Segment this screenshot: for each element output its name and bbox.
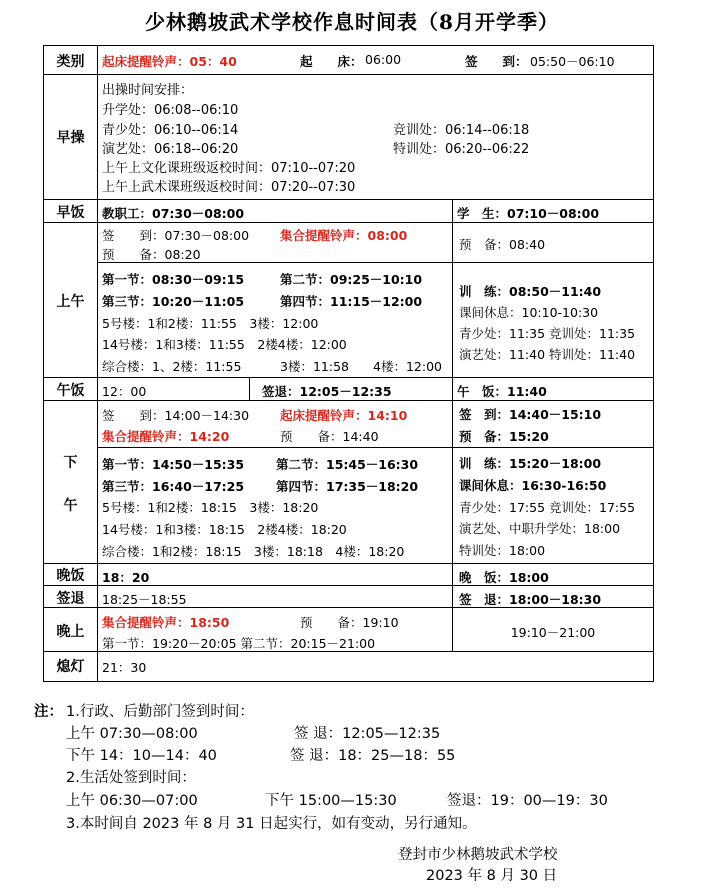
breakfast-students: 学 生：07:10－08:00 <box>457 206 600 221</box>
label-lunch: 午饭 <box>56 383 85 399</box>
lights-out-time: 21：30 <box>102 660 147 675</box>
note-1a: 上午 07:30—08:00 <box>66 726 198 742</box>
forenoon-building-5: 5号楼：1和2楼：11:55 3楼：12:00 <box>102 316 319 331</box>
lunch-time: 12：00 <box>102 384 147 399</box>
afternoon-period: 第四节：17:35－18:20 <box>276 479 419 494</box>
forenoon-period: 第四节：11:15－12:00 <box>280 294 423 309</box>
label-category: 类别 <box>56 54 85 70</box>
afternoon-period: 第三节：16:40－17:25 <box>102 479 245 494</box>
signature-org: 登封市少林鹅坡武术学校 <box>398 847 558 863</box>
label-afternoon-bottom: 午 <box>63 498 78 514</box>
note-1c: 下午 14：10—14：40 <box>66 748 217 764</box>
forenoon-period: 第二节：09:25－10:10 <box>280 272 423 287</box>
exercise-line: 出操时间安排： <box>102 83 194 98</box>
forenoon-break: 课间休息：10:10-10:30 <box>459 305 599 320</box>
signout-right: 签 退：18:00－18:30 <box>459 592 602 607</box>
note-2a: 上午 06:30—07:00 <box>66 793 198 809</box>
afternoon-building-z: 综合楼：1和2楼：18:15 3楼：18:18 4楼：18:20 <box>102 544 405 559</box>
sign-time: 05:50－06:10 <box>530 54 615 69</box>
afternoon-building-5: 5号楼：1和2楼：18:15 3楼：18:20 <box>102 500 319 515</box>
note-1d: 签 退：18：25—18：55 <box>290 748 456 764</box>
label-lights-out: 熄灯 <box>56 659 85 675</box>
afternoon-release: 演艺处、中职升学处：18:00 <box>459 521 621 536</box>
exercise-line: 升学处：06:08--06:10 <box>102 103 239 118</box>
forenoon-prepare: 预 备：08:20 <box>102 247 201 262</box>
notes-prefix: 注： <box>34 704 63 720</box>
exercise-line: 演艺处：06:18--06:20 <box>102 142 239 157</box>
label-dinner: 晚饭 <box>56 568 85 584</box>
afternoon-gather-bell: 集合提醒铃声：14:20 <box>102 429 230 444</box>
signout-time: 18:25－18:55 <box>102 592 187 607</box>
label-afternoon-top: 下 <box>63 455 78 471</box>
evening-periods: 第一节：19:20－20:05 第二节：20:15－21:00 <box>102 636 376 651</box>
wake-bell: 起床提醒铃声：05：40 <box>102 54 237 69</box>
afternoon-sign: 签 到：14:00－14:30 <box>102 408 250 423</box>
note-2c: 签退：19：00—19：30 <box>447 793 608 809</box>
dinner-time: 18：20 <box>102 570 150 585</box>
forenoon-building-14: 14号楼：1和3楼：11:55 2楼4楼：12:00 <box>102 337 347 352</box>
lunch-right: 午 饭：11:40 <box>457 384 547 399</box>
forenoon-prepare-right: 预 备：08:40 <box>459 237 546 252</box>
afternoon-release: 特训处：18:00 <box>459 543 546 558</box>
note-1b: 签 退：12:05—12:35 <box>294 726 441 742</box>
forenoon-gather-bell: 集合提醒铃声：08:00 <box>280 228 408 243</box>
note-3: 3.本时间自 2023 年 8 月 31 日起实行，如有变动，另行通知。 <box>66 816 477 832</box>
sign-label: 签 到： <box>465 54 528 69</box>
forenoon-release: 青少处：11:35 竞训处：11:35 <box>459 326 636 341</box>
afternoon-train: 训 练：15:20－18:00 <box>459 456 602 471</box>
forenoon-period: 第一节：08:30－09:15 <box>102 272 245 287</box>
forenoon-train: 训 练：08:50－11:40 <box>459 284 602 299</box>
forenoon-sign: 签 到：07:30－08:00 <box>102 228 250 243</box>
lunch-sign-out: 签退：12:05－12:35 <box>262 384 392 399</box>
label-evening: 晚上 <box>56 624 85 640</box>
exercise-line: 青少处：06:10--06:14 <box>102 123 239 138</box>
page-title: 少林鹅坡武术学校作息时间表（8月开学季） <box>145 10 559 34</box>
label-morning-exercise: 早操 <box>56 130 85 146</box>
forenoon-building-z: 4楼：12:00 <box>373 359 442 374</box>
afternoon-break: 课间休息：16:30-16:50 <box>459 478 607 493</box>
exercise-line-right: 竞训处：06:14--06:18 <box>393 123 530 138</box>
forenoon-building-z: 综合楼：1、2楼：11:55 <box>102 359 242 374</box>
dinner-right: 晚 饭：18:00 <box>459 570 549 585</box>
evening-prepare: 预 备：19:10 <box>300 615 399 630</box>
wake-label: 起 床： <box>300 54 363 69</box>
label-signout: 签退 <box>56 591 85 607</box>
exercise-line-right: 特训处：06:20--06:22 <box>393 142 530 157</box>
note-1: 1.行政、后勤部门签到时间： <box>66 704 254 720</box>
note-2b: 下午 15:00—15:30 <box>265 793 397 809</box>
afternoon-period: 第一节：14:50－15:35 <box>102 457 245 472</box>
label-breakfast: 早饭 <box>56 205 85 221</box>
forenoon-release: 演艺处：11:40 特训处：11:40 <box>459 347 636 362</box>
afternoon-building-14: 14号楼：1和3楼：18:15 2楼4楼：18:20 <box>102 522 347 537</box>
afternoon-prepare: 预 备：14:40 <box>280 429 379 444</box>
note-2: 2.生活处签到时间： <box>66 770 196 786</box>
label-forenoon: 上午 <box>56 294 85 310</box>
afternoon-release: 青少处：17:55 竞训处：17:55 <box>459 500 636 515</box>
exercise-line: 上午上文化课班级返校时间：07:10--07:20 <box>102 161 356 176</box>
forenoon-period: 第三节：10:20－11:05 <box>102 294 245 309</box>
afternoon-wake-bell: 起床提醒铃声：14:10 <box>280 408 408 423</box>
afternoon-sign-right: 签 到：14:40－15:10 <box>459 407 602 422</box>
evening-right: 19:10－21:00 <box>510 625 596 640</box>
signature-date: 2023 年 8 月 30 日 <box>426 868 558 884</box>
afternoon-period: 第二节：15:45－16:30 <box>276 457 419 472</box>
breakfast-staff: 教职工：07:30－08:00 <box>102 206 245 221</box>
forenoon-building-z: 3楼：11:58 <box>280 359 349 374</box>
wake-time: 06:00 <box>365 52 402 67</box>
evening-gather-bell: 集合提醒铃声：18:50 <box>102 615 230 630</box>
afternoon-prepare-right: 预 备：15:20 <box>459 429 549 444</box>
exercise-line: 上午上武术课班级返校时间：07:20--07:30 <box>102 180 356 195</box>
